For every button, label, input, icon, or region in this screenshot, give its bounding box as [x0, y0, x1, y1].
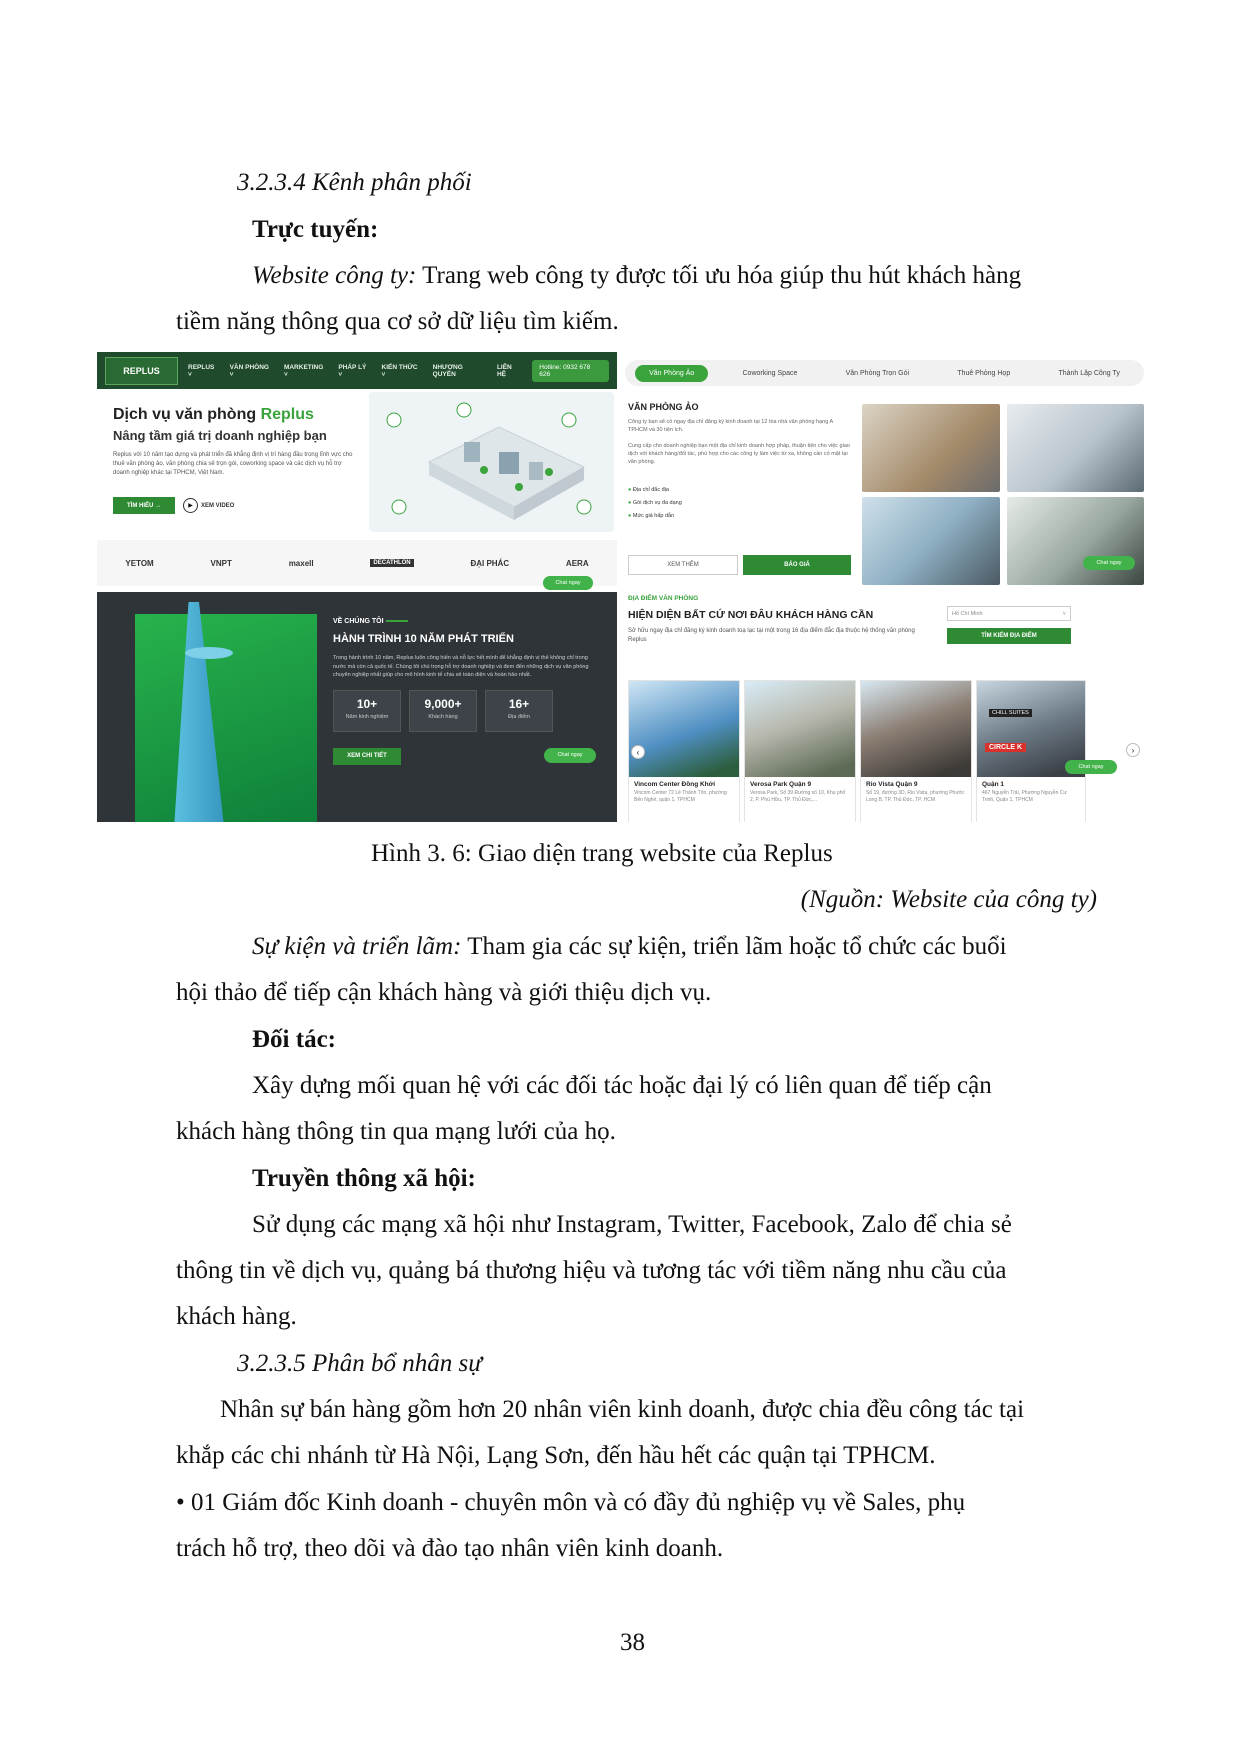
- figure-source: (Nguồn: Website của công ty): [800, 886, 1097, 913]
- social-label: Truyền thông xã hội:: [252, 1165, 476, 1192]
- staff-paragraph-line-1: Nhân sự bán hàng gồm hơn 20 nhân viên kinh doanh, được chia đều công tác tại: [220, 1396, 1025, 1423]
- stat-box: [333, 690, 401, 732]
- kicker-underline: [386, 620, 408, 622]
- about-kicker: [333, 618, 608, 625]
- feature-text: Địa chỉ đắc địa: [632, 487, 669, 493]
- watch-video-label: XEM VIDEO: [201, 502, 235, 509]
- social-paragraph-line-3: khách hàng.: [176, 1303, 297, 1330]
- replus-logo[interactable]: REPLUS: [105, 357, 178, 385]
- partner-logo: ĐẠI PHÁC: [470, 558, 510, 568]
- tab-virtual-office[interactable]: Văn Phòng Ảo: [635, 365, 708, 382]
- office-photo-lobby: [862, 404, 1000, 492]
- website-paragraph-line-2: tiềm năng thông qua cơ sở dữ liệu tìm kiếm.: [176, 308, 619, 335]
- events-paragraph-line-2: hội thảo để tiếp cận khách hàng và giới thiệu dịch vụ.: [176, 979, 712, 1006]
- stat-label: Địa điểm: [508, 713, 530, 720]
- carousel-prev-icon[interactable]: ‹: [631, 745, 645, 759]
- check-icon: ●: [628, 500, 632, 506]
- office-photo-workspace: [1007, 404, 1144, 492]
- locations-title: HIỆN DIỆN BẤT CỨ NƠI ĐÂU KHÁCH HÀNG CẦN: [628, 609, 874, 621]
- nav-item[interactable]: PHÁP LÝ ˅: [338, 363, 367, 378]
- view-detail-button[interactable]: XEM CHI TIẾT: [333, 748, 401, 765]
- office-photo-meeting: [1007, 497, 1144, 585]
- stats-row: [333, 690, 608, 732]
- about-kicker-text: VỀ CHÚNG TÔI: [333, 618, 384, 625]
- chat-now-button[interactable]: Chat ngay: [1083, 556, 1135, 570]
- locations-kicker: ĐỊA ĐIỂM VĂN PHÒNG: [628, 595, 699, 602]
- helipad-graphic: [185, 647, 233, 659]
- locations-panel: [625, 592, 1144, 822]
- events-text-1: Tham gia các sự kiện, triển lãm hoặc tổ chức các buổi: [461, 933, 1007, 960]
- building-sign: CHILL SUITES: [989, 709, 1032, 717]
- bullet-line-1: • 01 Giám đốc Kinh doanh - chuyên môn và có đầy đủ nghiệp vụ về Sales, phụ: [176, 1489, 966, 1516]
- section-heading-3234: 3.2.3.4 Kênh phân phối: [237, 169, 472, 196]
- location-card[interactable]: [744, 680, 856, 822]
- page-number: 38: [620, 1629, 645, 1656]
- stat-label: Năm kinh nghiệm: [345, 713, 389, 720]
- feature-item: [628, 497, 682, 510]
- location-title: Quận 1: [982, 781, 1005, 788]
- hero-title-prefix: Dịch vụ văn phòng: [113, 406, 261, 423]
- hero-title-brand: Replus: [260, 406, 314, 423]
- website-paragraph-line-1: [252, 253, 1021, 299]
- tower-photo: [135, 614, 317, 822]
- tab-meeting-room[interactable]: Thuê Phòng Họp: [957, 369, 1011, 377]
- figure-caption: Hình 3. 6: Giao diện trang website của Replus: [371, 840, 833, 867]
- feature-item: [628, 484, 682, 497]
- carousel-next-icon[interactable]: ›: [1126, 743, 1140, 757]
- stat-value: 9,000+: [424, 696, 462, 711]
- chat-now-button[interactable]: Chat ngay: [1065, 760, 1117, 774]
- website-screenshot-figure: [97, 352, 1144, 822]
- location-title: Vincom Center Đồng Khởi: [634, 781, 716, 788]
- service-desc-2: Cung cấp cho doanh nghiệp bạn một địa chỉ kinh doanh hợp pháp, thuận tiện cho việc giao dịch với khách hàng/đối tác, phù hợp cho các công ty làm việc từ xa, không cần có mặt tại văn phòng.: [628, 443, 850, 465]
- play-icon: ▶: [183, 498, 198, 513]
- stat-label: Khách hàng: [428, 713, 458, 720]
- location-photo: [629, 681, 739, 777]
- partner-logo: YETOM: [125, 558, 154, 568]
- feature-item: [628, 510, 682, 523]
- site-navbar: [97, 352, 617, 389]
- stat-value: 16+: [508, 696, 530, 711]
- partner-logo: maxell: [288, 558, 314, 568]
- tab-company-setup[interactable]: Thành Lập Công Ty: [1058, 369, 1120, 377]
- section-heading-3235: 3.2.3.5 Phân bổ nhân sự: [237, 1350, 482, 1377]
- website-text-1: Trang web công ty được tối ưu hóa giúp thu hút khách hàng: [416, 262, 1022, 289]
- social-paragraph-line-2: thông tin về dịch vụ, quảng bá thương hiệu và tương tác với tiềm năng nhu cầu của: [176, 1257, 1007, 1284]
- online-label: Trực tuyến:: [252, 216, 379, 243]
- nav-item[interactable]: REPLUS ˅: [188, 363, 215, 378]
- see-more-button[interactable]: XEM THÊM: [628, 555, 738, 575]
- location-photo: [861, 681, 971, 777]
- city-select[interactable]: [947, 606, 1071, 621]
- feature-text: Gói dịch vụ đa dạng: [632, 500, 682, 506]
- chevron-down-icon: ˅: [1062, 610, 1066, 617]
- hero-description: Replus với 10 năm tạo dựng và phát triển đã khẳng định vị trí hàng đầu trong lĩnh vực cho thuê văn phòng ảo, văn phòng chia sẻ trọn gói, coworking space và các dịch vụ hỗ trợ doanh nghiệp khác tại TPHCM, Việt Nam.: [113, 452, 353, 476]
- nav-item[interactable]: NHƯỢNG QUYỀN: [432, 363, 463, 378]
- social-paragraph-line-1: Sử dụng các mạng xã hội như Instagram, Twitter, Facebook, Zalo để chia sẻ: [252, 1211, 1012, 1238]
- tab-package-office[interactable]: Văn Phòng Trọn Gói: [845, 369, 910, 377]
- circle-k-sign: CIRCLE K: [985, 743, 1026, 752]
- feature-list: [628, 484, 682, 523]
- tab-coworking[interactable]: Coworking Space: [742, 369, 798, 377]
- office-photo-window: [862, 497, 1000, 585]
- feature-text: Mức giá hấp dẫn: [632, 513, 675, 519]
- partners-paragraph-line-1: Xây dựng mối quan hệ với các đối tác hoặc đại lý có liên quan để tiếp cận: [252, 1072, 992, 1099]
- isometric-office-graphic: [369, 392, 614, 532]
- location-card[interactable]: [976, 680, 1086, 822]
- chat-now-button[interactable]: Chat ngay: [543, 576, 593, 590]
- locations-desc: Sở hữu ngay địa chỉ đăng ký kinh doanh toạ lạc tại một trong 16 địa điểm đắc địa thuộc hệ thống văn phòng Replus: [628, 628, 915, 643]
- partner-logo: AERA: [565, 558, 589, 568]
- events-paragraph-line-1: [252, 924, 1007, 970]
- partner-logos: [97, 540, 617, 586]
- about-title: HÀNH TRÌNH 10 NĂM PHÁT TRIỂN: [333, 633, 514, 645]
- chat-now-button[interactable]: Chat ngay: [544, 748, 596, 763]
- hotline-button[interactable]: Hotline: 0932 678 626: [532, 360, 609, 382]
- location-photo: [745, 681, 855, 777]
- website-label: Website công ty:: [252, 262, 417, 289]
- location-title: Verosa Park Quận 9: [750, 781, 812, 788]
- service-title: VĂN PHÒNG ẢO: [628, 402, 699, 412]
- watch-video-button[interactable]: [183, 497, 234, 514]
- quote-button[interactable]: BÁO GIÁ: [743, 555, 851, 575]
- office-illustration: [369, 392, 614, 532]
- hero-subtitle: Nâng tầm giá trị doanh nghiệp bạn: [113, 428, 327, 443]
- service-tabs: [625, 360, 1144, 386]
- partner-logo: DECATHLON: [370, 559, 413, 567]
- nav-item[interactable]: LIÊN HỆ: [496, 363, 512, 378]
- location-title: Rio Vista Quận 9: [866, 781, 918, 788]
- stat-value: 10+: [356, 696, 378, 711]
- location-address: Số 19, đường 3D, Rio Vista, phường Phước Long B, TP. Thủ Đức, TP. HCM: [866, 790, 965, 803]
- stat-box: [409, 690, 477, 732]
- check-icon: ●: [628, 487, 632, 493]
- partners-label: Đối tác:: [252, 1026, 336, 1053]
- partner-logo: VNPT: [210, 558, 232, 568]
- stat-box: [485, 690, 553, 732]
- hero-title: [113, 406, 314, 424]
- learn-more-button[interactable]: TÌM HIỂU →: [113, 497, 175, 514]
- search-location-button[interactable]: TÌM KIẾM ĐỊA ĐIỂM: [947, 628, 1071, 644]
- nav-item[interactable]: MARKETING ˅: [283, 363, 324, 378]
- about-description: Trong hành trình 10 năm, Replus luôn công hiến và nỗ lực hết mình để khẳng định vị thế không chỉ trong nước mà còn cả quốc tế. Chúng tôi chú trọng hỗ trợ doanh nghiệp và đem đến những dịch vụ văn phòng chuyên nghiệp nhất giúp cho mô hình kinh tế chia sẻ toàn diện và hoàn hảo nhất.: [333, 655, 589, 678]
- hero-panel: [97, 352, 617, 587]
- nav-item[interactable]: KIẾN THỨC ˅: [381, 363, 418, 378]
- events-label: Sự kiện và triển lãm:: [252, 933, 462, 960]
- service-desc-1: Công ty bạn sẽ có ngay địa chỉ đăng ký kinh doanh tại 12 tòa nhà văn phòng hạng A TPHCM và 30 tiện ích.: [628, 419, 833, 433]
- city-select-value: Hồ Chí Minh: [952, 610, 983, 617]
- nav-item[interactable]: VĂN PHÒNG ˅: [229, 363, 269, 378]
- about-content: [333, 618, 608, 765]
- staff-paragraph-line-2: khắp các chi nhánh từ Hà Nội, Lạng Sơn, đến hầu hết các quận tại TPHCM.: [176, 1442, 936, 1469]
- location-address: Vincom Center 72 Lê Thánh Tôn, phường Bến Nghé, quận 1, TPHCM: [634, 790, 727, 803]
- location-address: 467 Nguyễn Trãi, Phường Nguyễn Cư Trinh, Quận 1, TPHCM: [982, 790, 1067, 803]
- location-address: Verosa Park, Số 39 Đường số 10, Khu phố 2, P. Phú Hữu, TP. Thủ Đức,...: [750, 790, 846, 803]
- about-panel: [97, 592, 617, 822]
- location-card[interactable]: [860, 680, 972, 822]
- check-icon: ●: [628, 513, 632, 519]
- partners-paragraph-line-2: khách hàng thông tin qua mạng lưới của họ.: [176, 1118, 616, 1145]
- bullet-line-2: trách hỗ trợ, theo dõi và đào tạo nhân viên kinh doanh.: [176, 1535, 724, 1562]
- services-panel: [625, 352, 1144, 587]
